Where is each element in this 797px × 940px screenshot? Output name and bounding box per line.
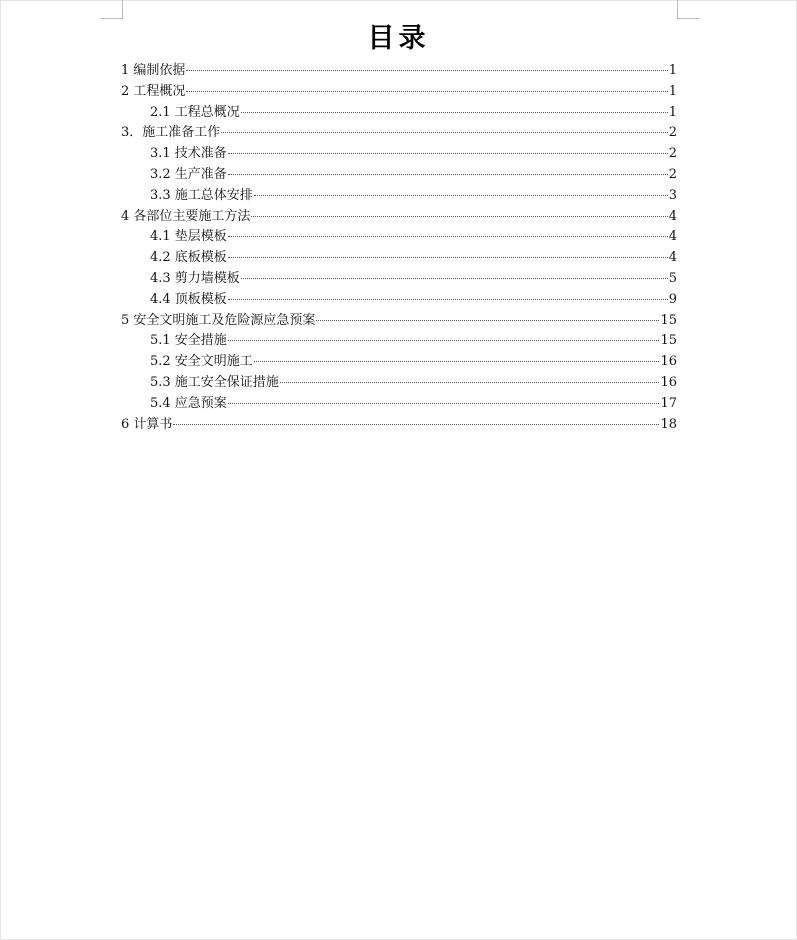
toc-entry[interactable] [121, 207, 677, 228]
toc-entry-label: 1 编制依据 [121, 63, 186, 78]
toc-entry-label: 3．施工准备工作 [121, 125, 221, 141]
toc-entry[interactable] [121, 82, 677, 103]
toc-page-number: 15 [660, 312, 677, 328]
toc-entry-label: 3.2 生产准备 [150, 166, 227, 182]
toc-page-number: 9 [668, 291, 677, 307]
toc-leader-dots [173, 424, 659, 425]
toc-entry-label: 4.3 剪力墙模板 [150, 270, 240, 286]
toc-leader-dots [228, 403, 660, 404]
toc-entry[interactable] [121, 144, 677, 165]
toc-leader-dots [251, 216, 667, 217]
toc-page-number: 18 [660, 416, 677, 432]
toc-entry[interactable] [121, 165, 677, 186]
toc-title: 目录 [367, 23, 430, 54]
toc-page-number: 3 [668, 187, 677, 203]
toc-entry-label: 4.2 底板模板 [150, 250, 227, 266]
toc-entry[interactable] [121, 227, 677, 248]
toc-entry-label: 4.1 垫层模板 [150, 229, 227, 245]
toc-page-number: 2 [668, 166, 677, 182]
toc-entry[interactable] [121, 248, 677, 269]
toc-entry[interactable] [121, 103, 677, 124]
toc-leader-dots [186, 91, 667, 92]
toc-leader-dots [316, 320, 659, 321]
toc-entry-label: 5.2 安全文明施工 [150, 354, 253, 370]
toc-leader-dots [280, 382, 660, 383]
toc-entry-label: 3.3 施工总体安排 [150, 187, 253, 203]
toc-entry-label: 3.1 技术准备 [150, 146, 227, 162]
margin-corner-mark-right [677, 0, 700, 19]
toc-entry-label: 5.4 应急预案 [150, 395, 227, 411]
toc-page-number: 4 [668, 229, 677, 245]
toc-leader-dots [228, 174, 668, 175]
toc-entry[interactable] [121, 311, 677, 332]
toc-entry[interactable] [121, 331, 677, 352]
toc-entry[interactable] [121, 186, 677, 207]
toc-entry[interactable] [121, 373, 677, 394]
toc-leader-dots [254, 361, 660, 362]
toc-page-number: 1 [668, 104, 677, 120]
toc-leader-dots [228, 299, 668, 300]
toc-entry[interactable] [121, 415, 677, 436]
toc-leader-dots [221, 132, 667, 133]
toc-leader-dots [186, 70, 667, 71]
toc-page-number: 1 [668, 83, 677, 99]
toc-entry[interactable] [121, 269, 677, 290]
toc-page-number: 16 [660, 374, 677, 390]
toc-page-number: 4 [668, 208, 677, 224]
toc-entry-label: 5.1 安全措施 [150, 333, 227, 349]
toc-list [121, 61, 677, 435]
toc-page-number: 2 [668, 146, 677, 162]
toc-leader-dots [228, 340, 660, 341]
toc-entry[interactable] [121, 61, 677, 82]
toc-page-number: 2 [668, 125, 677, 141]
toc-entry[interactable] [121, 394, 677, 415]
toc-entry-label: 2 工程概况 [121, 83, 186, 99]
toc-leader-dots [228, 236, 668, 237]
toc-entry-label: 2.1 工程总概况 [150, 104, 240, 120]
toc-page-number: 5 [668, 270, 677, 286]
toc-leader-dots [254, 195, 668, 196]
toc-entry[interactable] [121, 290, 677, 311]
toc-page-number: 4 [668, 250, 677, 266]
toc-page-number: 17 [660, 395, 677, 411]
toc-entry-label: 4.4 顶板模板 [150, 291, 227, 307]
toc-leader-dots [241, 278, 668, 279]
toc-entry[interactable] [121, 123, 677, 144]
toc-entry-label: 4 各部位主要施工方法 [121, 208, 251, 224]
margin-corner-mark-left [100, 0, 123, 19]
toc-page-number: 15 [660, 333, 677, 349]
toc-entry-label: 5 安全文明施工及危险源应急预案 [121, 312, 316, 328]
toc-leader-dots [241, 112, 668, 113]
toc-entry[interactable] [121, 352, 677, 373]
toc-page-number: 16 [660, 354, 677, 370]
toc-leader-dots [228, 257, 668, 258]
toc-leader-dots [228, 153, 668, 154]
toc-entry-label: 5.3 施工安全保证措施 [150, 374, 279, 390]
toc-entry-label: 6 计算书 [121, 416, 173, 432]
toc-page-number: 1 [668, 63, 677, 78]
